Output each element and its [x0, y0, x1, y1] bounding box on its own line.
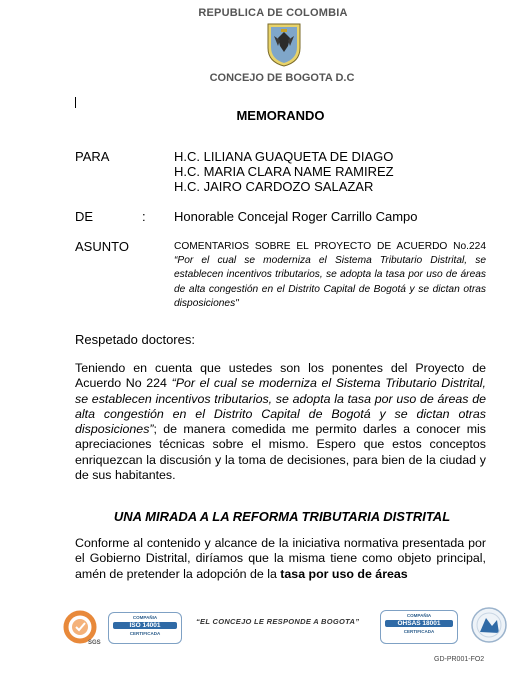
asunto-lead: COMENTARIOS SOBRE EL PROYECTO DE ACUERDO No.224 — [174, 241, 486, 252]
salutation: Respetado doctores: — [75, 332, 195, 347]
ohsas-18001-badge — [380, 610, 458, 644]
p2-text: Conforme al contenido y alcance de la iniciativa normativa presentada por el Gobierno Distrital, diríamos que la misma tiene como objeto principal, amén de pretender la adopción de la — [75, 536, 486, 581]
p2-bold: tasa por uso de áreas — [280, 566, 408, 581]
footer-slogan: “EL CONCEJO LE RESPONDE A BOGOTA” — [196, 617, 360, 626]
section-title — [0, 509, 514, 524]
p1-rest: ; de manera comedida me permito darles a conocer mis apreciaciones técnicas sobre el mismo. Espero que estos conceptos enriquezcan la discusión y la toma de decisiones, para bien de la ciudad y de sus habitantes. — [75, 422, 486, 483]
sgs-label: SGS — [88, 640, 101, 646]
header-council: CONCEJO DE BOGOTA D.C — [209, 72, 355, 84]
p1-project-title: “Por el cual se moderniza el Sistema Tributario Distrital, se establecen incentivos tributarios, se adopta la tasa por uso de áreas de alta congestión en el Distrito Capital de Bogotá y se dictan otras disposiciones” — [75, 376, 486, 437]
iso-badge-standard: ISO 14001 — [113, 622, 177, 629]
sgs-logo — [62, 610, 102, 650]
asunto-project-title: “Por el cual se moderniza el Sistema Tributario Distrital, se establecen incentivos tributarios, se adopta la tasa por uso de áreas de alta congestión en el Distrito Capital de Bogotá y se dictan otras disposiciones" — [174, 255, 486, 309]
globe-emblem-icon — [470, 606, 508, 646]
ohsas-badge-company: COMPAÑIA — [406, 613, 432, 618]
document-code: GD-PR001-FO2 — [434, 656, 485, 663]
memo-title: MEMORANDO — [236, 108, 325, 123]
p1-intro: Teniendo en cuenta que ustedes son los ponentes del Proyecto de Acuerdo No 224 — [75, 361, 486, 391]
iso-badge-company: COMPAÑIA — [132, 615, 158, 620]
section-title-text: UNA MIRADA A LA REFORMA TRIBUTARIA DISTRITAL — [113, 509, 451, 524]
text-cursor — [75, 97, 76, 108]
body-paragraph-1 — [75, 361, 486, 483]
recipient-3: H.C. JAIRO CARDOZO SALAZAR — [174, 179, 374, 194]
body-paragraph-2 — [75, 536, 486, 582]
ohsas-badge-certified: CERTIFICADA — [403, 629, 435, 634]
asunto-text — [174, 240, 486, 311]
coat-of-arms-icon — [264, 22, 304, 68]
iso-14001-badge — [108, 612, 182, 644]
header-republic: REPUBLICA DE COLOMBIA — [198, 7, 348, 19]
asunto-label: ASUNTO — [75, 239, 129, 254]
de-colon: : — [142, 209, 146, 224]
recipient-2: H.C. MARIA CLARA NAME RAMIREZ — [174, 164, 394, 179]
de-label: DE — [75, 209, 94, 224]
round-emblem — [470, 606, 508, 646]
recipient-1: H.C. LILIANA GUAQUETA DE DIAGO — [174, 149, 394, 164]
ohsas-badge-standard: OHSAS 18001 — [385, 620, 453, 627]
para-label: PARA — [75, 149, 110, 164]
sender-name: Honorable Concejal Roger Carrillo Campo — [174, 209, 418, 224]
iso-badge-certified: CERTIFICADA — [129, 631, 161, 636]
